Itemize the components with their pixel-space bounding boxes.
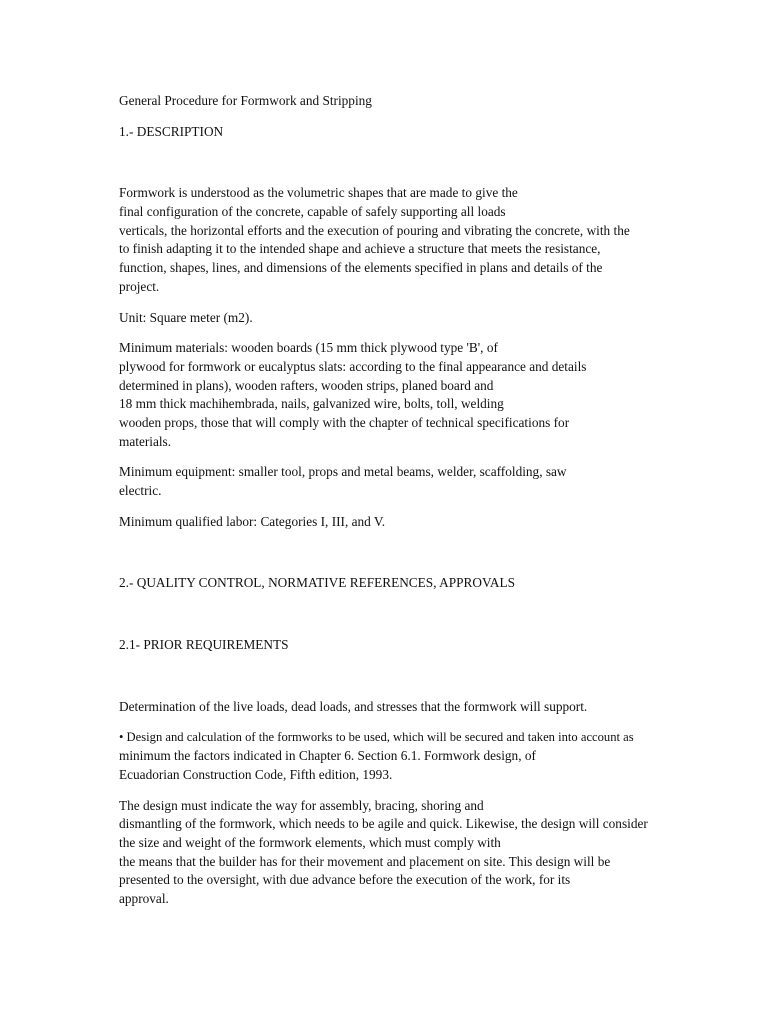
paragraph-line: minimum the factors indicated in Chapter 6. Section 6.1. Formwork design, of bbox=[119, 748, 536, 764]
description-paragraph bbox=[119, 184, 679, 296]
paragraph-line: Formwork is understood as the volumetric shapes that are made to give the bbox=[119, 185, 518, 201]
section-heading-prior-requirements: 2.1- PRIOR REQUIREMENTS bbox=[119, 637, 289, 653]
paragraph-line: presented to the oversight, with due advance before the execution of the work, for its bbox=[119, 872, 571, 888]
document-page bbox=[119, 92, 679, 921]
equipment-paragraph bbox=[119, 463, 679, 500]
paragraph-line: The design must indicate the way for assembly, bracing, shoring and bbox=[119, 797, 484, 813]
unit-paragraph: Unit: Square meter (m2). bbox=[119, 309, 253, 325]
paragraph-line: determined in plans), wooden rafters, wooden strips, planed board and bbox=[119, 377, 494, 393]
paragraph-line: Ecuadorian Construction Code, Fifth edition, 1993. bbox=[119, 766, 393, 782]
paragraph-line: verticals, the horizontal efforts and the execution of pouring and vibrating the concrete, with the bbox=[119, 222, 630, 238]
paragraph-line: electric. bbox=[119, 483, 162, 498]
paragraph-line: 18 mm thick machihembrada, nails, galvanized wire, bolts, toll, welding bbox=[119, 396, 504, 412]
design-paragraph bbox=[119, 797, 679, 909]
paragraph-line: project. bbox=[119, 278, 160, 294]
paragraph-line: the means that the builder has for their movement and placement on site. This design will be bbox=[119, 853, 611, 869]
materials-paragraph bbox=[119, 339, 679, 451]
paragraph-line: approval. bbox=[119, 890, 169, 906]
paragraph-line: wooden props, those that will comply with the chapter of technical specifications for bbox=[119, 414, 570, 430]
paragraph-line: function, shapes, lines, and dimensions of the elements specified in plans and details of the bbox=[119, 260, 603, 276]
section-heading-quality-control: 2.- QUALITY CONTROL, NORMATIVE REFERENCES, APPROVALS bbox=[119, 575, 515, 591]
paragraph-line: final configuration of the concrete, capable of safely supporting all loads bbox=[119, 204, 506, 220]
paragraph-line: dismantling of the formwork, which needs to be agile and quick. Likewise, the design will consider bbox=[119, 816, 648, 832]
paragraph-line: Minimum equipment: smaller tool, props and metal beams, welder, scaffolding, saw bbox=[119, 464, 567, 480]
labor-paragraph: Minimum qualified labor: Categories I, III, and V. bbox=[119, 513, 386, 529]
paragraph-line: the size and weight of the formwork elements, which must comply with bbox=[119, 834, 501, 850]
section-heading-description: 1.- DESCRIPTION bbox=[119, 123, 224, 139]
bullet-paragraph bbox=[119, 728, 679, 784]
paragraph-line: plywood for formwork or eucalyptus slats: according to the final appearance and details bbox=[119, 358, 587, 374]
document-title: General Procedure for Formwork and Stripping bbox=[119, 93, 372, 108]
paragraph-line: materials. bbox=[119, 433, 172, 449]
paragraph-line: to finish adapting it to the intended shape and achieve a structure that meets the resistance, bbox=[119, 241, 601, 257]
paragraph-line: Minimum materials: wooden boards (15 mm thick plywood type 'B', of bbox=[119, 340, 498, 356]
loads-paragraph: Determination of the live loads, dead loads, and stresses that the formwork will support. bbox=[119, 698, 588, 714]
bullet-line: • Design and calculation of the formworks to be used, which will be secured and taken into account as bbox=[119, 730, 634, 745]
